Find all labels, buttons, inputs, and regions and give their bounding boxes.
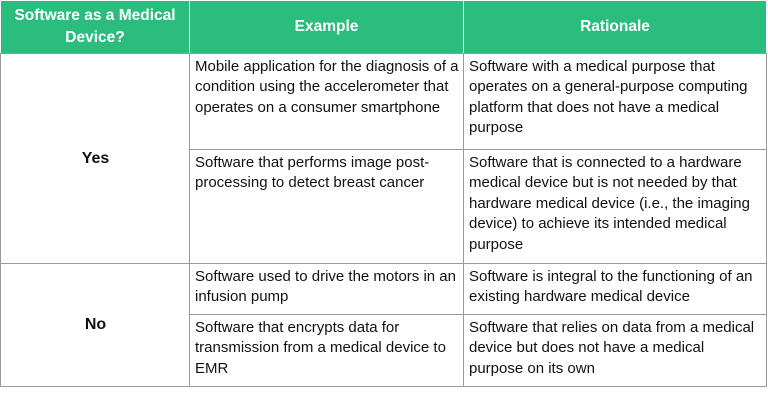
example-cell: Software that encrypts data for transmission from a medical device to EMR (190, 315, 464, 387)
rationale-cell: Software that relies on data from a medical device but does not have a medical purpose on its own (464, 315, 767, 387)
example-cell: Mobile application for the diagnosis of a condition using the accelerometer that operates on a consumer smartphone (190, 54, 464, 150)
rationale-cell: Software that is connected to a hardware medical device but is not needed by that hardware medical device (i.e., the imaging device) to achieve its intended medical purpose (464, 150, 767, 264)
header-example: Example (190, 1, 464, 54)
group-label-yes: Yes (1, 54, 190, 264)
group-label-no: No (1, 264, 190, 387)
rationale-cell: Software with a medical purpose that operates on a general-purpose computing platform that does not have a medical purpose (464, 54, 767, 150)
header-rationale: Rationale (464, 1, 767, 54)
table-row (1, 264, 767, 315)
header-samd: Software as a Medical Device? (1, 1, 190, 54)
header-row (1, 1, 767, 54)
example-cell: Software used to drive the motors in an infusion pump (190, 264, 464, 315)
example-cell: Software that performs image post-processing to detect breast cancer (190, 150, 464, 264)
table-row (1, 54, 767, 150)
rationale-cell: Software is integral to the functioning of an existing hardware medical device (464, 264, 767, 315)
